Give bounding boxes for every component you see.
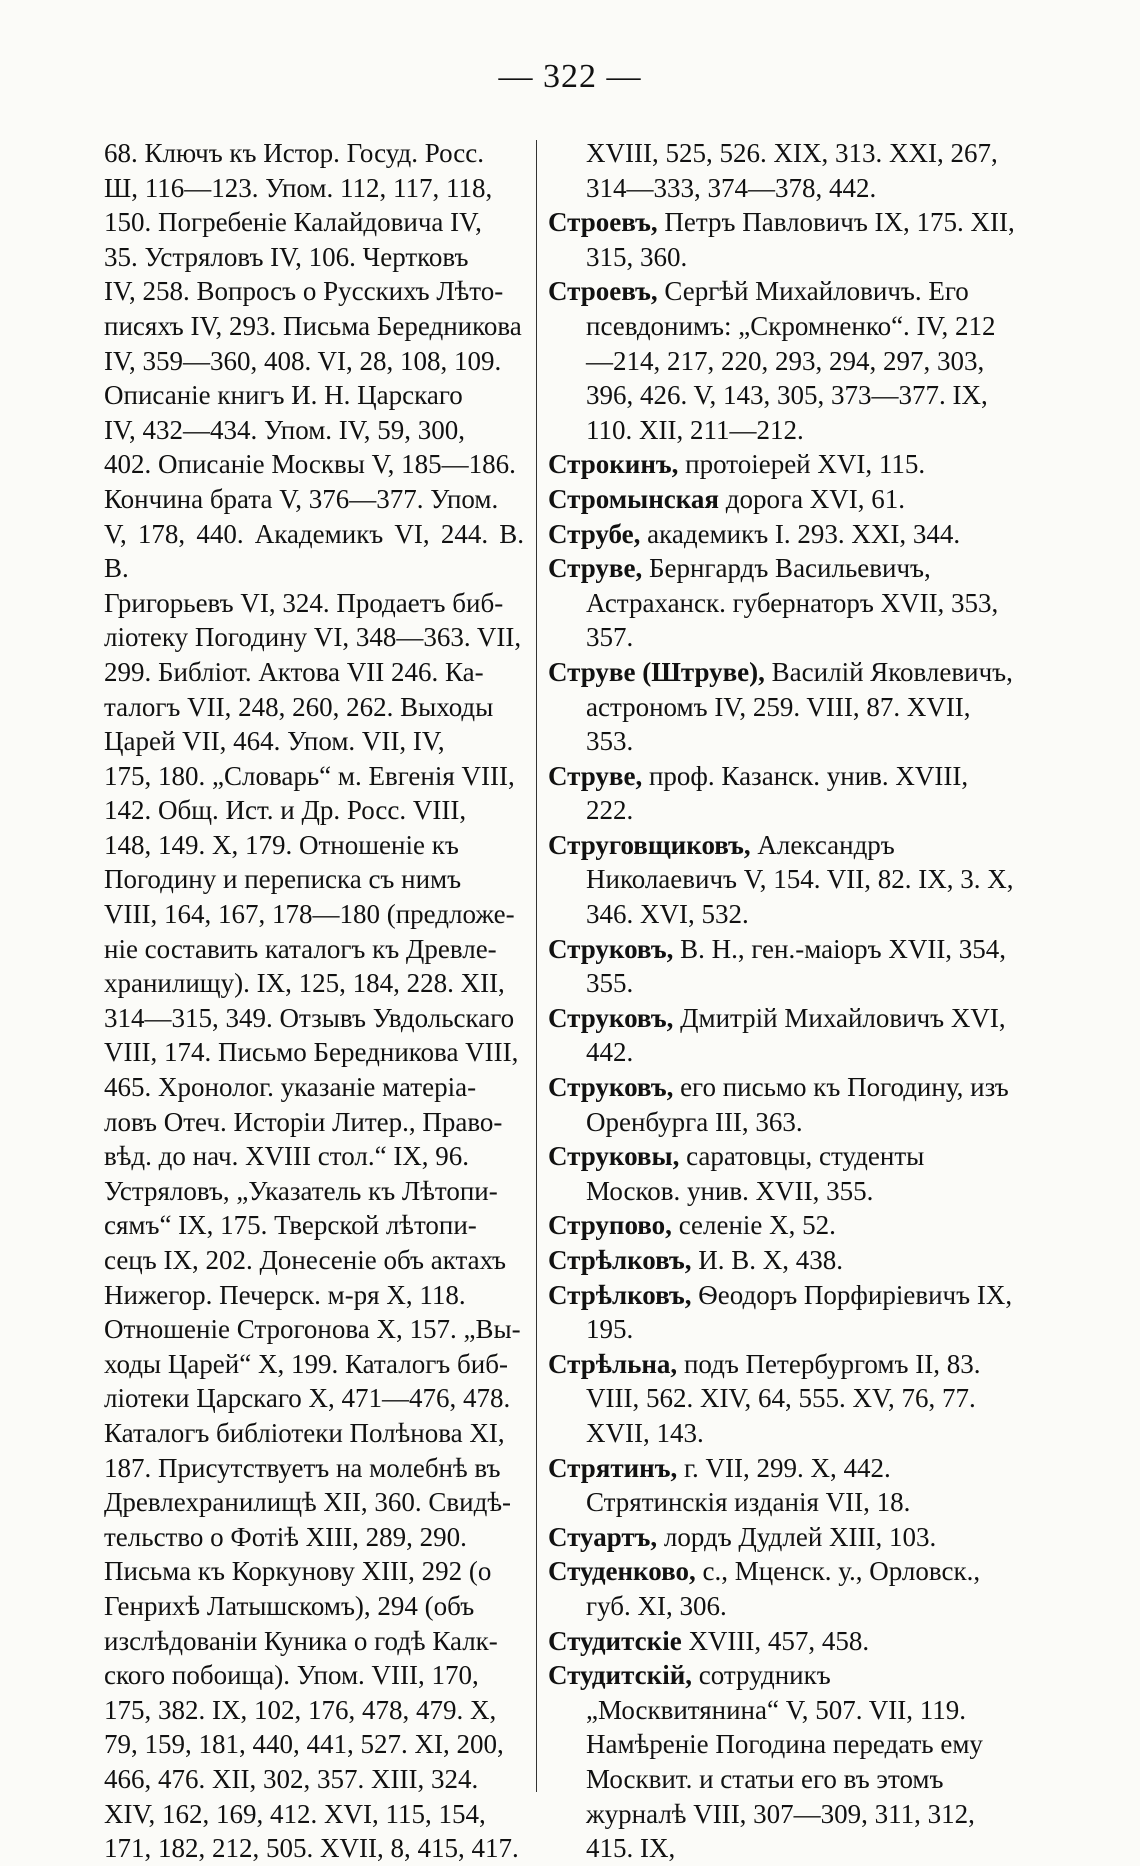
- left-line: 465. Хронолог. указаніе матеріа-: [104, 1072, 477, 1103]
- entry-headword: Стрѣлковъ,: [548, 1279, 692, 1310]
- left-line: IV, 258. Вопросъ о Русскихъ Лѣто-: [104, 276, 504, 307]
- entry-headword: Струковы,: [548, 1141, 680, 1172]
- column-divider: [536, 140, 537, 1792]
- left-line: Устряловъ, „Указатель къ Лѣтопи-: [104, 1175, 498, 1206]
- entry-headword: Стрѣлковъ,: [548, 1245, 692, 1275]
- index-entry: [548, 1208, 1018, 1243]
- entry-text: XVIII, 457, 458.: [688, 1625, 870, 1656]
- entry-headword: Стрѣльна,: [548, 1348, 678, 1379]
- entry-text: Василій Яковлевичъ, астрономъ IV, 259. VIII, 87. XVII, 353.: [586, 656, 1013, 757]
- entry-headword: Струбе,: [548, 518, 641, 549]
- entry-text: проф. Казанск. унив. XVIII, 222.: [586, 760, 969, 826]
- index-entry: [548, 447, 1018, 482]
- index-entry: [548, 1658, 1018, 1866]
- left-line: 402. Описаніе Москвы V, 185—186.: [104, 449, 516, 480]
- left-line: XIV, 162, 169, 412. XVI, 115, 154,: [104, 1798, 486, 1829]
- index-entry: [548, 482, 1018, 517]
- left-line: Генрихѣ Латышскомъ), 294 (объ: [104, 1590, 475, 1621]
- left-line: хранилищу). IX, 125, 184, 228. XII,: [104, 968, 505, 999]
- left-line: ходы Царей“ X, 199. Каталогъ биб-: [104, 1348, 508, 1379]
- index-entry: [548, 551, 1018, 655]
- index-entry: [548, 517, 1018, 552]
- entry-text: Дмитрій Михайловичъ XVI, 442.: [586, 1002, 1006, 1068]
- left-line: Описаніе книгъ И. Н. Царскаго: [104, 380, 463, 411]
- left-line: 314—315, 349. Отзывъ Увдольскаго: [104, 1002, 515, 1033]
- entry-text: с., Мценск. у., Орловск., губ. XI, 306.: [586, 1556, 981, 1621]
- entry-text: И. В. X, 438.: [698, 1245, 844, 1275]
- left-line: Погодину и переписка съ нимъ: [104, 864, 462, 895]
- entry-text: академикъ I. 293. XXI, 344.: [647, 518, 961, 549]
- entry-text: г. VII, 299. X, 442. Стрятинскія изданія VII, 18.: [586, 1452, 911, 1518]
- entry-headword: Струве (Штруве),: [548, 656, 765, 687]
- entry-headword: Стромынская: [548, 483, 720, 514]
- left-line: ліотеку Погодину VI, 348—363. VII,: [104, 622, 522, 653]
- left-line: VIII, 174. Письмо Бередникова VIII,: [104, 1037, 519, 1068]
- left-line: ского побоища). Упом. VIII, 170,: [104, 1660, 479, 1691]
- left-line: писяхъ IV, 293. Письма Бередникова: [104, 310, 522, 341]
- index-entry: [548, 655, 1018, 759]
- index-entry: [548, 759, 1018, 828]
- left-line: Каталогъ библіотеки Полѣнова XI,: [104, 1417, 505, 1448]
- entry-headword: Стуартъ,: [548, 1521, 658, 1552]
- left-line: 175, 180. „Словарь“ м. Евгенія VIII,: [104, 760, 515, 791]
- left-line: тельство о Фотіѣ XIII, 289, 290.: [104, 1521, 467, 1552]
- entry-text: В. Н., ген.-маіоръ XVII, 354, 355.: [586, 933, 1007, 999]
- entry-headword: Струпово,: [548, 1210, 672, 1241]
- left-line: IV, 359—360, 408. VI, 28, 108, 109.: [104, 345, 502, 376]
- entry-headword: Строевъ,: [548, 207, 658, 238]
- left-line: V, 178, 440. Академикъ VI, 244. В. В.: [104, 518, 524, 584]
- entry-text: Ѳеодоръ Порфиріевичъ IX, 195.: [586, 1279, 1013, 1345]
- index-entry: [548, 1451, 1018, 1520]
- left-line: Кончина брата V, 376—377. Упом.: [104, 483, 499, 514]
- left-line: IV, 432—434. Упом. IV, 59, 300,: [104, 414, 466, 445]
- index-entry: [548, 1139, 1018, 1208]
- left-line: ловъ Отеч. Исторіи Литер., Право-: [104, 1106, 503, 1137]
- left-line: Отношеніе Строгонова X, 157. „Вы-: [104, 1314, 521, 1345]
- entry-text: протоіерей XVI, 115.: [685, 449, 926, 480]
- entry-text: сотрудникъ „Москвитянина“ V, 507. VII, 119. Намѣреніе Погодина передать ему Москвит. и статьи его въ этомъ журналѣ VIII, 307—309, 311, 312, 415. IX,: [586, 1660, 983, 1864]
- entry-headword: Струковъ,: [548, 1002, 674, 1033]
- entry-headword: Студитскій,: [548, 1660, 693, 1691]
- left-column: [104, 136, 524, 1866]
- entry-text: его письмо къ Погодину, изъ Оренбурга III, 363.: [586, 1072, 1009, 1137]
- left-line: 175, 382. IX, 102, 176, 478, 479. X,: [104, 1694, 497, 1725]
- entry-headword: Строевъ,: [548, 276, 658, 307]
- index-entry: [548, 1243, 1018, 1278]
- index-entry: [548, 1554, 1018, 1623]
- entry-text: Сергѣй Михайловичъ. Его псевдонимъ: „Скромненко“. IV, 212—214, 217, 220, 293, 294, 297, 303, 396, 426. V, 143, 305, 373—377. IX, 110. XII, 211—212.: [586, 276, 996, 445]
- left-line: Нижегор. Печерск. м-ря X, 118.: [104, 1279, 466, 1310]
- left-line: Письма къ Коркунову XIII, 292 (о: [104, 1556, 492, 1587]
- entry-text: XVIII, 525, 526. XIX, 313. XXI, 267, 314—333, 374—378, 442.: [586, 138, 998, 203]
- page-number: — 322 —: [498, 58, 642, 95]
- left-line: Григорьевъ VI, 324. Продаетъ биб-: [104, 587, 504, 618]
- index-entry: [548, 1001, 1018, 1070]
- left-line: 35. Устряловъ IV, 106. Чертковъ: [104, 241, 469, 272]
- left-line: сямъ“ IX, 175. Тверской лѣтопи-: [104, 1210, 477, 1241]
- entry-text: дорога XVI, 61.: [725, 483, 906, 514]
- left-line: 142. Общ. Ист. и Др. Росс. VIII,: [104, 795, 467, 826]
- left-line: Царей VII, 464. Упом. VII, IV,: [104, 726, 445, 757]
- left-line: 299. Библіот. Актова VII 246. Ка-: [104, 656, 484, 687]
- left-line: 466, 476. XII, 302, 357. XIII, 324.: [104, 1763, 479, 1794]
- left-line: изслѣдованіи Куника о годѣ Калк-: [104, 1625, 498, 1656]
- index-entry: [548, 136, 1018, 205]
- entry-headword: Струве,: [548, 553, 643, 584]
- left-line: 187. Присутствуетъ на молебнѣ въ: [104, 1452, 501, 1483]
- entry-text: подъ Петербургомъ II, 83. VIII, 562. XIV, 64, 555. XV, 76, 77. XVII, 143.: [586, 1348, 981, 1448]
- left-line: ліотеки Царскаго X, 471—476, 478.: [104, 1383, 511, 1414]
- entry-headword: Струковъ,: [548, 1072, 674, 1103]
- entry-headword: Студенково,: [548, 1556, 696, 1587]
- left-line: Древлехранилищѣ XII, 360. Свидѣ-: [104, 1487, 511, 1518]
- left-line: ніе составить каталогъ къ Древле-: [104, 933, 497, 964]
- entry-text: Петръ Павловичъ IX, 175. XII, 315, 360.: [586, 207, 1015, 272]
- index-entry: [548, 205, 1018, 274]
- entry-text: саратовцы, студенты Москов. унив. XVII, 355.: [586, 1141, 925, 1206]
- entry-headword: Струве,: [548, 760, 643, 791]
- left-line: талогъ VII, 248, 260, 262. Выходы: [104, 691, 494, 722]
- left-line: сецъ IX, 202. Донесеніе объ актахъ: [104, 1245, 507, 1275]
- index-entry: [548, 1070, 1018, 1139]
- index-entry: [548, 1347, 1018, 1451]
- entry-headword: Струговщиковъ,: [548, 829, 751, 860]
- left-line: вѣд. до нач. XVIII стол.“ IX, 96.: [104, 1141, 470, 1172]
- right-column: [548, 136, 1018, 1866]
- entry-headword: Строкинъ,: [548, 449, 679, 480]
- left-line: Ш, 116—123. Упом. 112, 117, 118,: [104, 172, 493, 203]
- entry-headword: Стрятинъ,: [548, 1452, 678, 1483]
- left-line: 68. Ключъ къ Истор. Госуд. Росс.: [104, 138, 484, 168]
- left-line: 150. Погребеніе Калайдовича IV,: [104, 207, 482, 238]
- index-entry: [548, 274, 1018, 447]
- index-entry: [548, 932, 1018, 1001]
- left-line: VIII, 164, 167, 178—180 (предложе-: [104, 899, 515, 930]
- entry-text: лордъ Дудлей XIII, 103.: [663, 1521, 937, 1552]
- entry-text: Бернгардъ Васильевичъ, Астраханск. губернаторъ XVII, 353, 357.: [586, 553, 999, 653]
- entry-headword: Студитскіе: [548, 1625, 682, 1656]
- left-line: 171, 182, 212, 505. XVII, 8, 415, 417.: [104, 1833, 519, 1864]
- left-line: 79, 159, 181, 440, 441, 527. XI, 200,: [104, 1729, 504, 1760]
- left-line: 148, 149. X, 179. Отношеніе къ: [104, 829, 459, 860]
- index-entry: [548, 1278, 1018, 1347]
- entry-text: Александръ Николаевичъ V, 154. VII, 82. IX, 3. X, 346. XVI, 532.: [586, 829, 1014, 930]
- entry-text: селеніе X, 52.: [678, 1210, 836, 1241]
- index-entry: [548, 1520, 1018, 1555]
- index-entry: [548, 1624, 1018, 1659]
- index-entry: [548, 828, 1018, 932]
- entry-headword: Струковъ,: [548, 933, 674, 964]
